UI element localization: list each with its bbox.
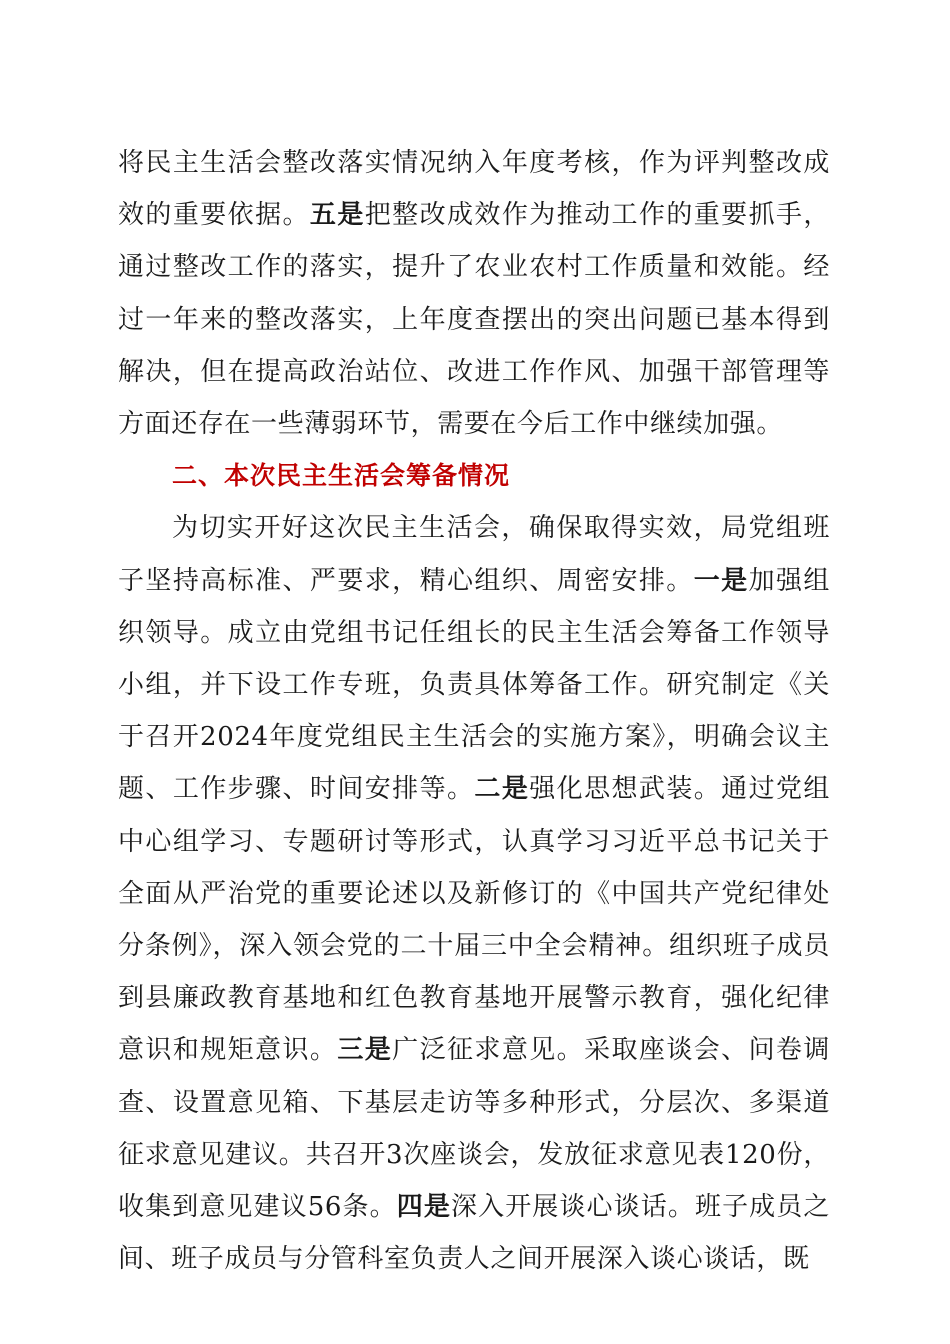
paragraph-rectification-summary xyxy=(118,137,830,450)
paragraph-text: 广泛征求意见。采取座谈会、问卷调查、设置意见箱、下基层走访等多种形式，分层次、多渠道征求意见建议。共召开3次座谈会，发放征求意见表120份，收集到意见建议56条。 xyxy=(118,1035,830,1223)
paragraph-text: 为切实开好这次民主生活会，确保取得实效，局党组班子坚持高标准、严要求，精心组织、周密安排。 xyxy=(118,513,830,596)
paragraph-text: 加强组织领导。成立由党组书记任组长的民主生活会筹备工作领导小组，并下设工作专班，负责具体筹备工作。研究制定《关于召开2024年度党组民主生活会的实施方案》，明确会议主题、工作步骤、时间安排等。 xyxy=(118,565,830,805)
paragraph-preparation xyxy=(118,502,830,1285)
bold-marker-first: 一是 xyxy=(693,565,749,596)
paragraph-text: 深入开展谈心谈话。班子成员之间、班子成员与分管科室负责人之间开展深入谈心谈话，既 xyxy=(118,1192,830,1275)
bold-marker-third: 三是 xyxy=(337,1035,393,1066)
bold-marker-fifth: 五是 xyxy=(309,200,365,231)
paragraph-text: 把整改成效作为推动工作的重要抓手，通过整改工作的落实，提升了农业农村工作质量和效能。经过一年来的整改落实，上年度查摆出的突出问题已基本得到解决，但在提高政治站位、改进工作作风、加强干部管理等方面还存在一些薄弱环节，需要在今后工作中继续加强。 xyxy=(118,200,831,440)
section-heading: 二、本次民主生活会筹备情况 xyxy=(172,461,511,491)
paragraph-text: 将民主生活会整改落实情况纳入年度考核，作为评判整改成效的重要依据。 xyxy=(118,148,830,231)
bold-marker-fourth: 四是 xyxy=(396,1192,451,1223)
bold-marker-second: 二是 xyxy=(474,774,530,805)
paragraph-text: 强化思想武装。通过党组中心组学习、专题研讨等形式，认真学习习近平总书记关于全面从严治党的重要论述以及新修订的《中国共产党纪律处分条例》，深入领会党的二十届三中全会精神。组织班子成员到县廉政教育基地和红色教育基地开展警示教育，强化纪律意识和规矩意识。 xyxy=(118,774,831,1066)
document-body xyxy=(118,137,830,1285)
